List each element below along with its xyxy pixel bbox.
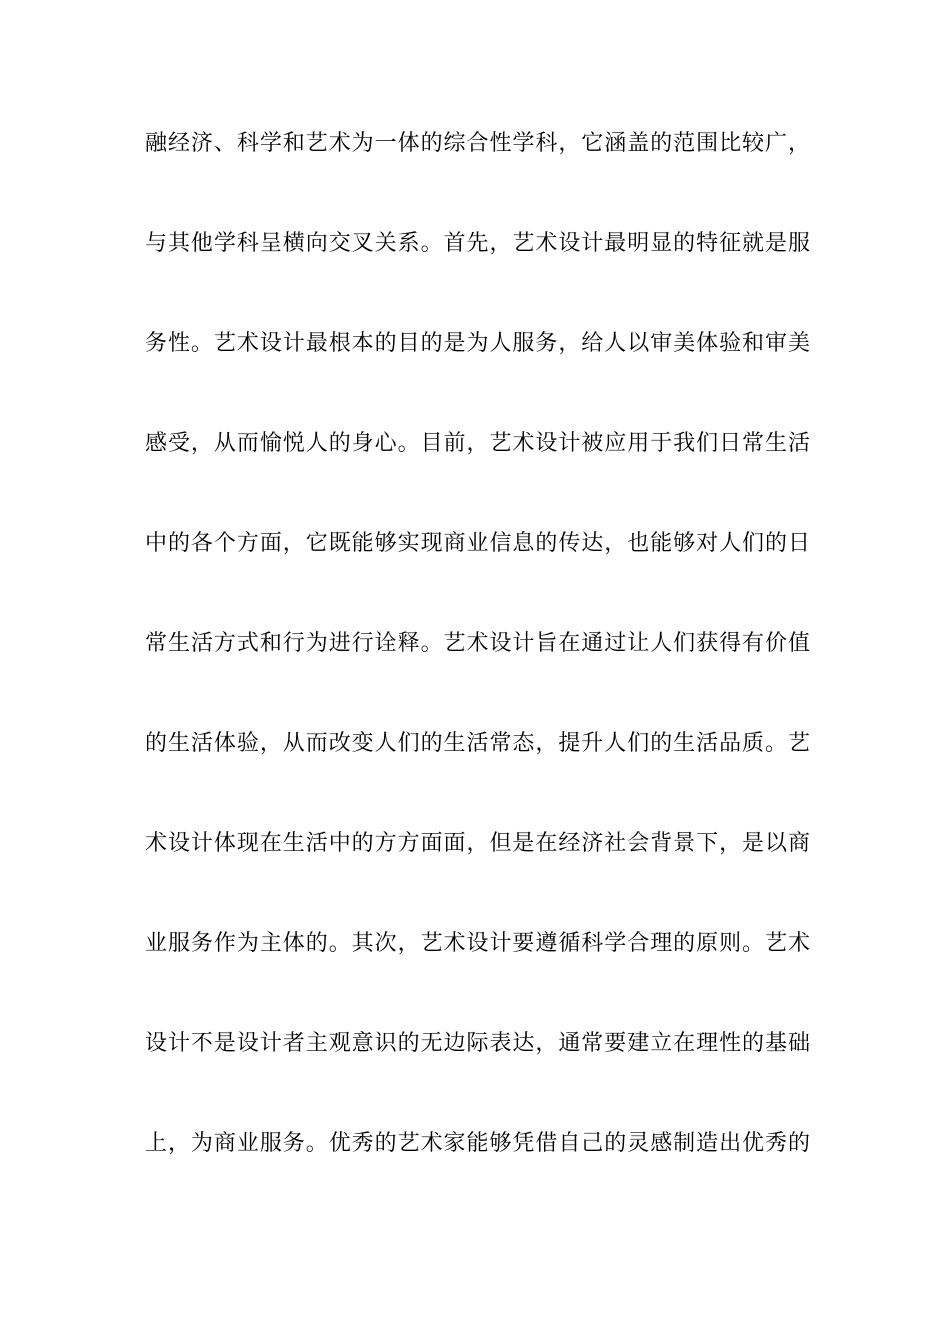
text-line-1: 融经济、科学和艺术为一体的综合性学科，它涵盖的范围比较广， — [145, 131, 810, 156]
text-line-9: 业服务作为主体的。其次，艺术设计要遵循科学合理的原则。艺术 — [145, 931, 810, 956]
text-line-7: 的生活体验，从而改变人们的生活常态，提升人们的生活品质。艺 — [145, 731, 810, 756]
text-line-5: 中的各个方面，它既能够实现商业信息的传达，也能够对人们的日 — [145, 531, 810, 556]
text-line-6: 常生活方式和行为进行诠释。艺术设计旨在通过让人们获得有价值 — [145, 631, 810, 656]
body-paragraph — [145, 132, 810, 1232]
text-line-10: 设计不是设计者主观意识的无边际表达，通常要建立在理性的基础 — [145, 1031, 810, 1056]
text-line-2: 与其他学科呈横向交叉关系。首先，艺术设计最明显的特征就是服 — [145, 231, 810, 256]
text-line-4: 感受，从而愉悦人的身心。目前，艺术设计被应用于我们日常生活 — [145, 431, 810, 456]
text-line-8: 术设计体现在生活中的方方面面，但是在经济社会背景下，是以商 — [145, 831, 810, 856]
text-line-3: 务性。艺术设计最根本的目的是为人服务，给人以审美体验和审美 — [145, 331, 810, 356]
text-line-11: 上，为商业服务。优秀的艺术家能够凭借自己的灵感制造出优秀的 — [145, 1131, 810, 1156]
